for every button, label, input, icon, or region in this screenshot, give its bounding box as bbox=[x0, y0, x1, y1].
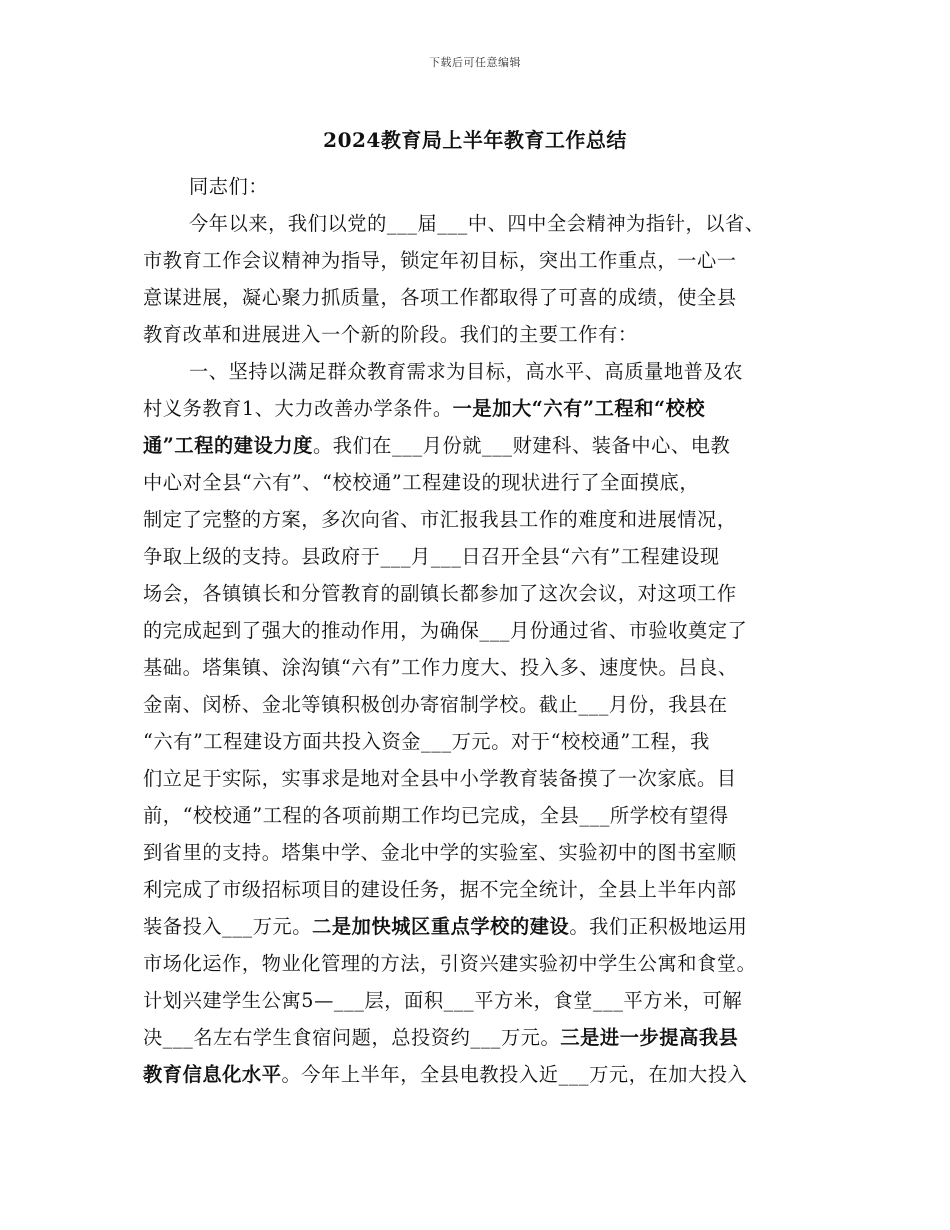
text-line bbox=[143, 686, 728, 723]
text-segment: 村义务教育1、大力改善办学条件。 bbox=[143, 397, 453, 420]
text-line bbox=[143, 1019, 738, 1056]
text-segment: 基础。塔集镇、涂沟镇“六有”工作力度大、投入多、速度快。吕良、 bbox=[143, 656, 738, 679]
text-segment: 制定了完整的方案，多次向省、市汇报我县工作的难度和进展情况， bbox=[143, 508, 737, 531]
text-segment: 意谋进展，凝心聚力抓质量，各项工作都取得了可喜的成绩，使全县 bbox=[143, 286, 737, 309]
text-segment: 们立足于实际，实事求是地对全县中小学教育装备摸了一次家底。目 bbox=[143, 767, 737, 790]
text-segment: 的完成起到了强大的推动作用，为确保___月份通过省、市验收奠定了 bbox=[143, 619, 748, 642]
text-segment: 金南、闵桥、金北等镇积极创办寄宿制学校。截止___月份，我县在 bbox=[143, 693, 728, 716]
bold-text-segment: 通”工程的建设力度 bbox=[143, 434, 313, 457]
text-segment: 场会，各镇镇长和分管教育的副镇长都参加了这次会议，对这项工作 bbox=[143, 582, 737, 605]
text-line bbox=[143, 316, 638, 353]
text-line bbox=[143, 834, 737, 871]
text-line bbox=[143, 575, 737, 612]
text-line bbox=[143, 797, 729, 834]
header-note: 下载后可任意编辑 bbox=[429, 56, 521, 69]
text-line bbox=[143, 649, 738, 686]
text-segment: 前，“校校通”工程的各项前期工作均已完成，全县___所学校有望得 bbox=[143, 804, 729, 827]
text-line bbox=[143, 279, 737, 316]
text-line bbox=[143, 1056, 747, 1093]
text-line bbox=[143, 427, 730, 464]
text-line bbox=[143, 242, 737, 279]
text-segment: 利完成了市级招标项目的建设任务，据不完全统计，全县上半年内部 bbox=[143, 878, 737, 901]
text-line bbox=[143, 612, 747, 649]
text-line bbox=[143, 760, 737, 797]
text-segment: 到省里的支持。塔集中学、金北中学的实验室、实验初中的图书室顺 bbox=[143, 841, 737, 864]
text-line bbox=[143, 945, 756, 982]
bold-text-segment: 三是进一步提高我县 bbox=[560, 1026, 739, 1049]
text-line bbox=[143, 982, 742, 1019]
bold-text-segment: 教育信息化水平 bbox=[143, 1063, 282, 1086]
text-line bbox=[143, 390, 705, 427]
text-line bbox=[189, 205, 765, 242]
text-line bbox=[189, 353, 743, 390]
document-title: 2024教育局上半年教育工作总结 bbox=[323, 128, 627, 152]
text-segment: 决___名左右学生食宿问题，总投资约___万元。 bbox=[143, 1026, 561, 1049]
text-segment: 计划兴建学生公寓5—___层，面积___平方米，食堂___平方米，可解 bbox=[143, 989, 743, 1012]
text-line bbox=[189, 168, 268, 205]
text-segment: 。我们在___月份就___财建科、装备中心、电教 bbox=[312, 434, 731, 457]
text-segment: 争取上级的支持。县政府于___月___日召开全县“六有”工程建设现 bbox=[143, 545, 720, 568]
text-segment: 教育改革和进展进入一个新的阶段。我们的主要工作有： bbox=[143, 323, 638, 346]
text-line bbox=[143, 908, 747, 945]
text-segment: 装备投入___万元。 bbox=[143, 915, 313, 938]
text-segment: 市场化运作，物业化管理的方法，引资兴建实验初中学生公寓和食堂。 bbox=[143, 952, 757, 975]
text-segment: 市教育工作会议精神为指导，锁定年初目标，突出工作重点，一心一 bbox=[143, 249, 737, 272]
text-segment: “六有”工程建设方面共投入资金___万元。对于“校校通”工程，我 bbox=[143, 730, 710, 753]
text-segment: 今年以来，我们以党的___届___中、四中全会精神为指针，以省、 bbox=[189, 212, 765, 235]
text-line bbox=[143, 464, 699, 501]
text-line bbox=[143, 723, 710, 760]
text-segment: 。今年上半年，全县电教投入近___万元，在加大投入 bbox=[281, 1063, 748, 1086]
text-line bbox=[143, 501, 737, 538]
text-segment: 一、坚持以满足群众教育需求为目标，高水平、高质量地普及农 bbox=[189, 360, 744, 383]
bold-text-segment: 一是加大“六有”工程和“校校 bbox=[452, 397, 706, 420]
text-segment: 。我们正积极地运用 bbox=[569, 915, 748, 938]
bold-text-segment: 二是加快城区重点学校的建设 bbox=[312, 915, 570, 938]
text-segment: 同志们： bbox=[189, 175, 269, 198]
text-line bbox=[143, 871, 737, 908]
text-line bbox=[143, 538, 720, 575]
text-segment: 中心对全县“六有”、“校校通”工程建设的现状进行了全面摸底， bbox=[143, 471, 700, 494]
